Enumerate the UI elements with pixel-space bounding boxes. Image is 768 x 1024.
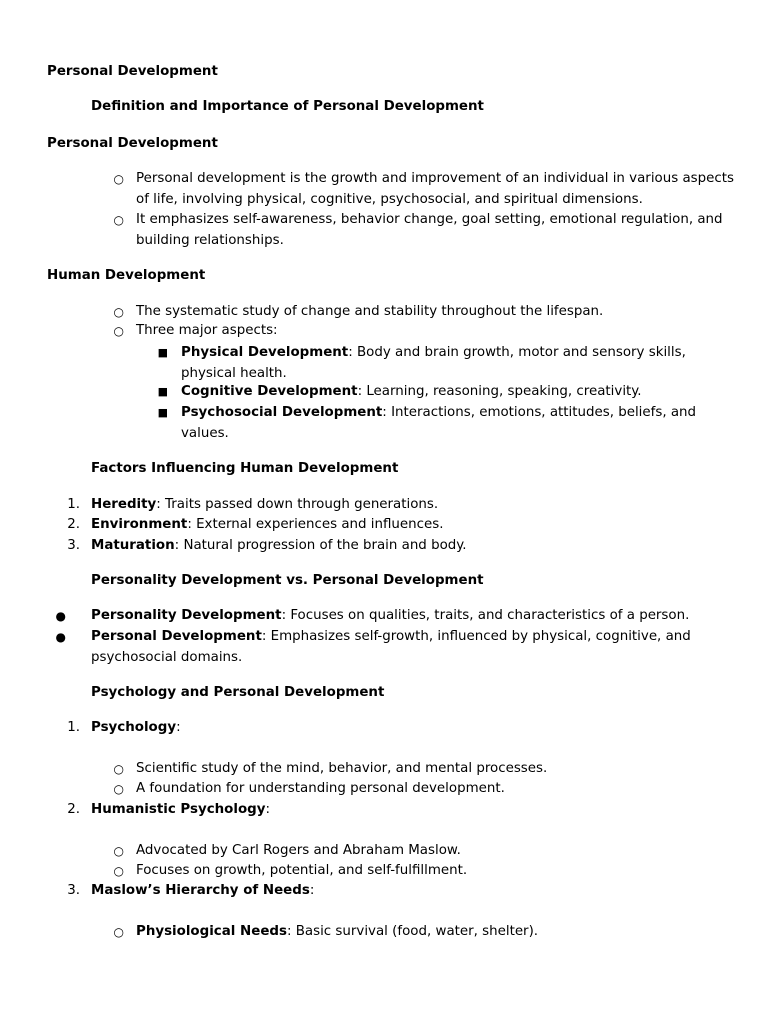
list-item: Scientific study of the mind, behavior, and mental processes. bbox=[136, 761, 548, 776]
definition: : bbox=[265, 802, 270, 817]
term: Maturation bbox=[91, 538, 175, 553]
list-item bbox=[91, 536, 731, 557]
list-item bbox=[91, 881, 691, 902]
list-number: 2. bbox=[67, 802, 80, 817]
list-item bbox=[91, 718, 691, 739]
definition: : Learning, reasoning, speaking, creativity. bbox=[357, 384, 642, 399]
list-item bbox=[181, 403, 701, 444]
term: Humanistic Psychology bbox=[91, 802, 266, 817]
list-item bbox=[91, 515, 731, 536]
definition: : Emphasizes self-growth, influenced by physical, cognitive, and psychosocial domains. bbox=[91, 629, 691, 665]
dot-bullet-icon: ● bbox=[55, 630, 66, 644]
square-bullet-icon: ■ bbox=[157, 346, 168, 359]
list-item: Personal development is the growth and improvement of an individual in various aspects of life, involving physical, cognitive, psychosocial, and spiritual dimensions. bbox=[136, 171, 734, 207]
circle-bullet-icon: ○ bbox=[113, 172, 124, 186]
list-number: 2. bbox=[67, 517, 80, 532]
list-item: It emphasizes self-awareness, behavior change, goal setting, emotional regulation, and building relationships. bbox=[136, 212, 723, 248]
circle-bullet-icon: ○ bbox=[113, 762, 124, 776]
circle-bullet-icon: ○ bbox=[113, 925, 124, 939]
circle-bullet-icon: ○ bbox=[113, 305, 124, 319]
term: Maslow’s Hierarchy of Needs bbox=[91, 883, 310, 898]
list-number: 3. bbox=[67, 883, 80, 898]
list-item bbox=[136, 922, 736, 943]
definition: : Body and brain growth, motor and sensory skills, physical health. bbox=[181, 345, 686, 381]
term: Heredity bbox=[91, 497, 157, 512]
list-item: The systematic study of change and stability throughout the lifespan. bbox=[136, 304, 604, 319]
circle-bullet-icon: ○ bbox=[113, 864, 124, 878]
list-item bbox=[181, 343, 701, 384]
definition: : bbox=[176, 720, 181, 735]
list-number: 1. bbox=[67, 720, 80, 735]
section-heading: Human Development bbox=[47, 268, 206, 283]
term: Physical Development bbox=[181, 345, 349, 360]
section-heading: Definition and Importance of Personal Development bbox=[91, 99, 484, 114]
list-item bbox=[91, 495, 731, 516]
definition: : Basic survival (food, water, shelter). bbox=[286, 924, 539, 939]
circle-bullet-icon: ○ bbox=[113, 782, 124, 796]
list-item bbox=[91, 606, 721, 627]
definition: : External experiences and influences. bbox=[187, 517, 444, 532]
term: Physiological Needs bbox=[136, 924, 287, 939]
list-item: Focuses on growth, potential, and self-fulfillment. bbox=[136, 863, 468, 878]
definition: : Focuses on qualities, traits, and characteristics of a person. bbox=[281, 608, 690, 623]
circle-bullet-icon: ○ bbox=[113, 324, 124, 338]
document-title: Personal Development bbox=[47, 64, 218, 79]
section-heading: Factors Influencing Human Development bbox=[91, 461, 399, 476]
circle-bullet-icon: ○ bbox=[113, 213, 124, 227]
section-heading: Personal Development bbox=[47, 136, 218, 151]
term: Psychosocial Development bbox=[181, 405, 383, 420]
definition: : Natural progression of the brain and body. bbox=[174, 538, 467, 553]
section-heading: Psychology and Personal Development bbox=[91, 685, 385, 700]
list-item bbox=[91, 800, 691, 821]
list-item: Three major aspects: bbox=[136, 323, 278, 338]
term: Personal Development bbox=[91, 629, 262, 644]
list-item: A foundation for understanding personal development. bbox=[136, 781, 505, 796]
definition: : Traits passed down through generations. bbox=[156, 497, 439, 512]
term: Personality Development bbox=[91, 608, 282, 623]
term: Environment bbox=[91, 517, 188, 532]
dot-bullet-icon: ● bbox=[55, 609, 66, 623]
circle-bullet-icon: ○ bbox=[113, 844, 124, 858]
square-bullet-icon: ■ bbox=[157, 385, 168, 398]
square-bullet-icon: ■ bbox=[157, 406, 168, 419]
list-number: 3. bbox=[67, 538, 80, 553]
term: Cognitive Development bbox=[181, 384, 358, 399]
section-heading: Personality Development vs. Personal Development bbox=[91, 573, 484, 588]
list-number: 1. bbox=[67, 497, 80, 512]
list-item bbox=[181, 382, 701, 403]
term: Psychology bbox=[91, 720, 177, 735]
list-item: Advocated by Carl Rogers and Abraham Maslow. bbox=[136, 843, 461, 858]
definition: : bbox=[309, 883, 315, 898]
list-item bbox=[91, 627, 711, 668]
definition: : Interactions, emotions, attitudes, beliefs, and values. bbox=[181, 405, 697, 441]
